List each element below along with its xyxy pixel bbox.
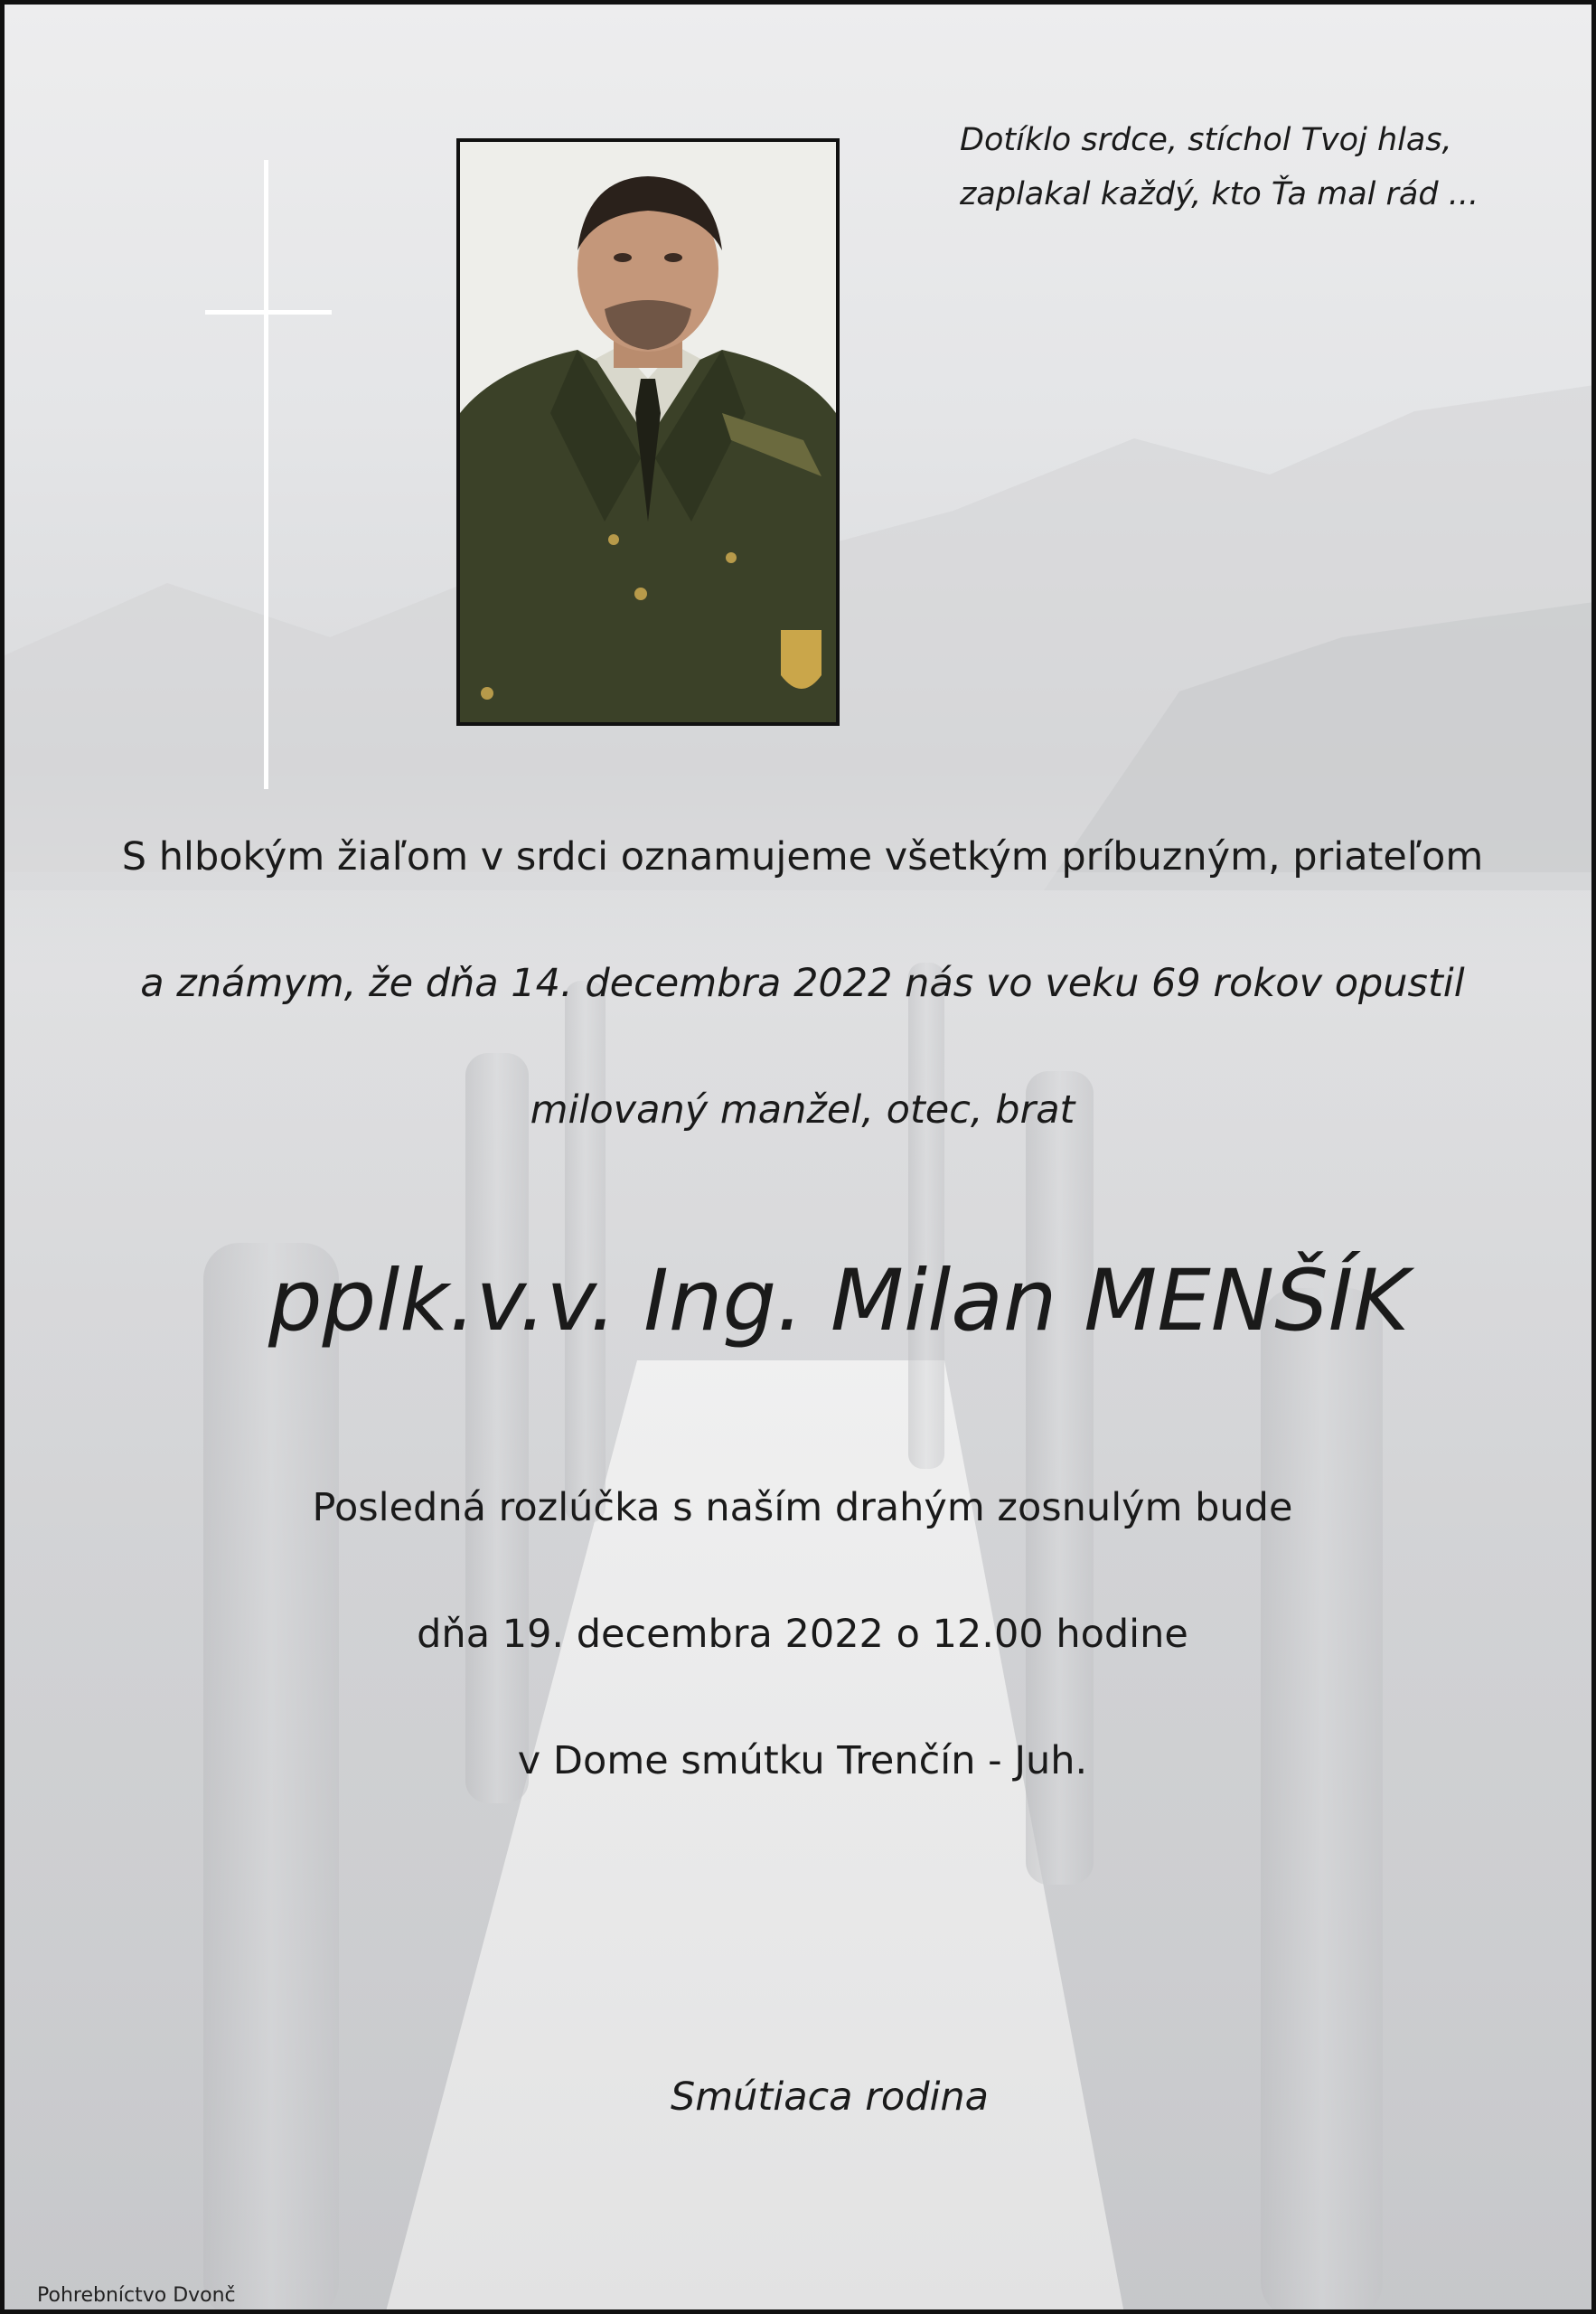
funeral-line-3: v Dome smútku Trenčín - Juh. [517, 1738, 1088, 1783]
cross-horizontal-bar [205, 310, 332, 315]
portrait-photo [456, 138, 840, 726]
funeral-home-credit: Pohrebníctvo Dvonč [37, 2284, 236, 2307]
poem-line-1: Dotíklo srdce, stíchol Tvoj hlas, [960, 122, 1452, 158]
announcement-line-2: a známym, že dňa 14. decembra 2022 nás vo veku 69 rokov opustil [140, 961, 1465, 1006]
poem-line-2: zaplakal každý, kto Ťa mal rád ... [960, 176, 1479, 212]
signature: Smútiaca rodina [670, 2074, 990, 2120]
cross-vertical-bar [264, 160, 268, 789]
deceased-name: pplk.v.v. Ing. Milan MENŠÍK [268, 1252, 1410, 1350]
funeral-line-1: Posledná rozlúčka s naším drahým zosnulým bude [312, 1485, 1293, 1530]
funeral-line-2: dňa 19. decembra 2022 o 12.00 hodine [417, 1612, 1188, 1657]
portrait-man-in-uniform-illustration [460, 142, 836, 722]
announcement-line-3: milovaný manžel, otec, brat [530, 1087, 1075, 1133]
announcement-line-1: S hlbokým žiaľom v srdci oznamujeme všetkým príbuzným, priateľom [121, 834, 1484, 880]
